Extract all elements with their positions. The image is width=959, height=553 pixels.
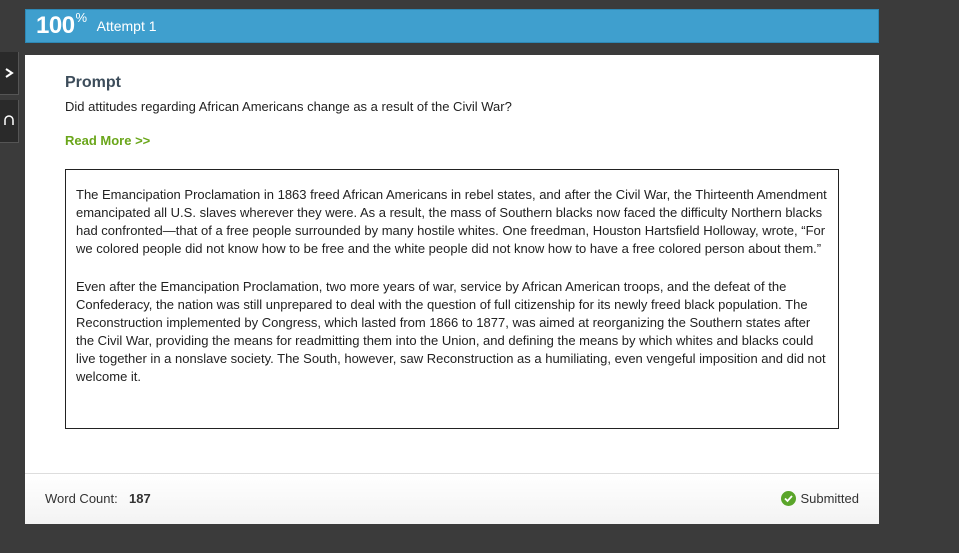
status-label: Submitted: [800, 491, 859, 506]
side-tab-expand[interactable]: [0, 52, 19, 95]
score: 100%: [36, 10, 87, 39]
attempt-label: Attempt 1: [96, 18, 157, 34]
word-count-label: Word Count:: [45, 491, 118, 506]
prompt-title: Prompt: [65, 74, 121, 91]
submitted-status: [781, 491, 859, 506]
footer: [25, 473, 879, 524]
word-count-value: 187: [129, 491, 151, 506]
headphones-icon: [4, 114, 14, 129]
score-header: [25, 9, 879, 43]
essay-response: [65, 169, 839, 429]
prompt-question: Did attitudes regarding African Americans change as a result of the Civil War?: [65, 99, 512, 114]
arrow-right-icon: [4, 66, 14, 81]
read-more-link[interactable]: Read More >>: [65, 133, 151, 148]
score-unit: %: [75, 10, 87, 25]
check-circle-icon: [781, 491, 796, 506]
essay-card: [25, 55, 879, 523]
side-tab-audio[interactable]: [0, 100, 19, 143]
essay-paragraph: Even after the Emancipation Proclamation, two more years of war, service by African American troops, and the defeat of the Confederacy, the nation was still unprepared to deal with the question of full citizenship for its newly freed black population. The Reconstruction implemented by Congress, which lasted from 1866 to 1877, was aimed at reorganizing the Southern states after the Civil War, providing the means for readmitting them into the Union, and defining the means by which whites and blacks could live together in a nonslave society. The South, however, saw Reconstruction as a humiliating, even vengeful imposition and did not welcome it.: [76, 279, 826, 384]
essay-paragraph: The Emancipation Proclamation in 1863 freed African Americans in rebel states, and after the Civil War, the Thirteenth Amendment emancipated all U.S. slaves wherever they were. As a result, the mass of Southern blacks now faced the difficulty Northern blacks had confronted—that of a free people surrounded by many hostile whites. One freedman, Houston Hartsfield Holloway, wrote, “For we colored people did not know how to be free and the white people did not know how to have a free colored person about them.”: [76, 187, 827, 256]
